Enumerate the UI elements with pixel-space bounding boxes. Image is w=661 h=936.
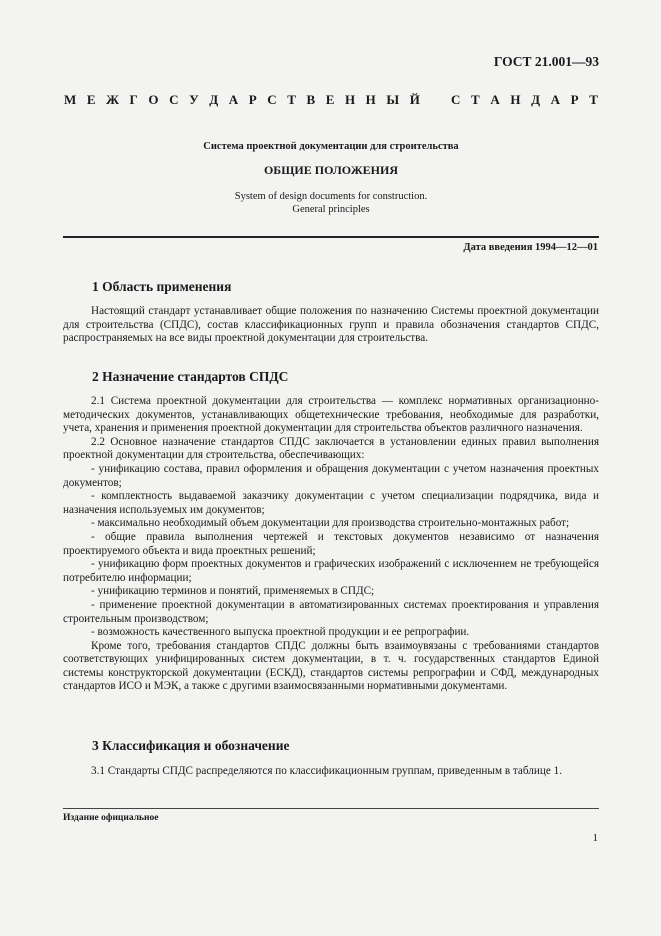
paragraph: 2.2 Основное назначение стандартов СПДС заключается в установлении единых правил выполнения проектной документации для строительства, обеспечивающих:	[63, 435, 599, 462]
section-1-heading: 1 Область применения	[92, 279, 232, 294]
paragraph: - унификацию форм проектных документов и графических изображений с исключением не требующейся потребителю информации;	[63, 558, 599, 584]
banner-letter: С	[267, 92, 277, 107]
banner-letter: Е	[86, 92, 96, 107]
banner-letter: Т	[287, 92, 296, 107]
banner-letter: Н	[365, 92, 376, 107]
banner-letter: А	[550, 92, 561, 107]
banner-letter: С	[451, 92, 461, 107]
banner-letter: Д	[531, 92, 541, 107]
paragraph: Кроме того, требования стандартов СПДС должны быть взаимоувязаны с требованиями стандартов соответствующих унифицированных систем документации, в т. ч. государственных стандартов Единой системы конструкторской документации (ЕСКД), стандартов системы репрографии и СФД, международных стандартов ИСО и МЭК, а также с другими взаимосвязанными нормативными документами.	[63, 639, 599, 693]
interstate-standard-banner	[64, 92, 598, 108]
english-title-line-2: General principles	[292, 204, 370, 215]
document-number: ГОСТ 21.001—93	[493, 54, 599, 69]
banner-letter: Н	[344, 92, 356, 107]
paragraph: - комплектность выдаваемой заказчику документации с учетом специализации подрядчика, вида и назначения используемых им документов;	[63, 490, 599, 516]
english-title	[64, 190, 598, 216]
section-3-heading: 3 Классификация и обозначение	[92, 738, 290, 753]
section-2-body	[63, 395, 599, 694]
english-title-line-1: System of design documents for construction.	[234, 191, 428, 202]
section-2-heading: 2 Назначение стандартов СПДС	[92, 369, 289, 384]
section-3-body	[63, 765, 599, 779]
banner-letter: У	[189, 92, 199, 107]
section-1-body	[63, 305, 599, 346]
paragraph: 2.1 Система проектной документации для строительства — комплекс нормативных организационно-методических документов, устанавливающих общетехнические требования, необходимые для разработки, учета, хранения и применения проектной документации для строительства объектов различного назначения.	[63, 395, 599, 435]
system-subtitle: Система проектной документации для строительства	[203, 141, 459, 152]
paragraph: - общие правила выполнения чертежей и текстовых документов независимо от назначения проектируемого объекта и вида проектных решений;	[63, 530, 599, 557]
paragraph: - унификацию терминов и понятий, применяемых в СПДС;	[91, 585, 375, 598]
banner-letter: Н	[510, 92, 521, 107]
banner-letter: Т	[589, 92, 598, 107]
banner-word-1	[64, 92, 420, 108]
page-number: 1	[592, 832, 598, 844]
paragraph: - применение проектной документации в автоматизированных системах проектирования и управления строительным производством;	[63, 598, 599, 625]
footer-divider	[63, 808, 599, 809]
banner-word-2	[451, 92, 598, 108]
paragraph: 3.1 Стандарты СПДС распределяются по классификационным группам, приведенным в таблице 1.	[91, 765, 563, 777]
banner-letter: Р	[248, 92, 257, 107]
paragraph: - унификацию состава, правил оформления и обращения документации с учетом назначения проектных документов;	[63, 462, 599, 489]
banner-letter: А	[228, 92, 239, 107]
banner-letter: Д	[209, 92, 219, 107]
banner-letter: О	[148, 92, 159, 107]
paragraph: Настоящий стандарт устанавливает общие положения по назначению Системы проектной документации для строительства (СПДС), состав классификационных групп и правила обозначения стандартов СПДС, распространяемых на все виды проектной документации для строительства.	[63, 305, 599, 345]
paragraph: - возможность качественного выпуска проектной продукции и ее репрографии.	[91, 626, 470, 639]
introduction-date: Дата введения 1994—12—01	[463, 242, 598, 253]
banner-letter: Т	[471, 92, 480, 107]
banner-letter: С	[169, 92, 179, 107]
document-title: ОБЩИЕ ПОЛОЖЕНИЯ	[263, 163, 399, 177]
banner-letter: Ж	[106, 92, 119, 107]
header-divider	[63, 236, 599, 238]
banner-letter: М	[64, 92, 77, 107]
banner-letter: Г	[129, 92, 138, 107]
paragraph: - максимально необходимый объем документации для производства строительно-монтажных работ;	[91, 517, 570, 530]
banner-letter: Й	[409, 92, 420, 107]
official-edition-label: Издание официальное	[63, 813, 159, 823]
banner-letter: Ы	[386, 92, 400, 107]
banner-letter: Р	[570, 92, 579, 107]
banner-letter: В	[306, 92, 316, 107]
banner-letter: Е	[325, 92, 335, 107]
banner-letter: А	[490, 92, 500, 107]
